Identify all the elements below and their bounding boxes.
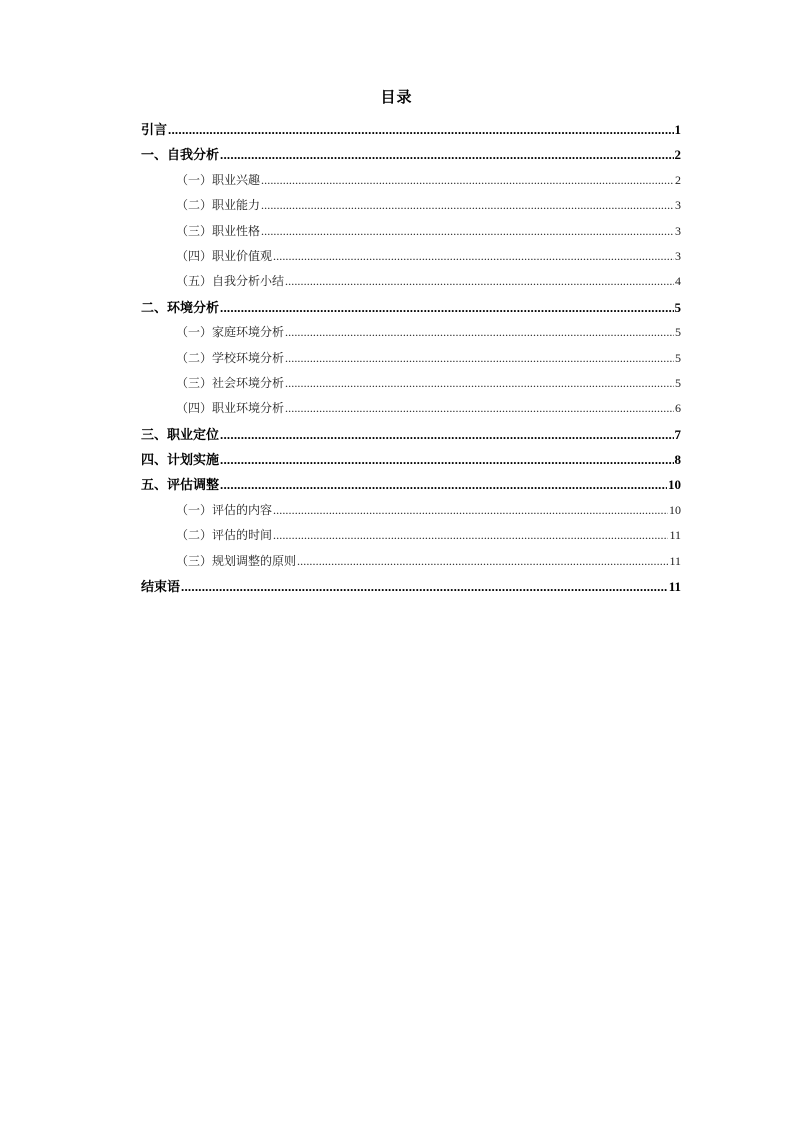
toc-dot-leader [285,346,674,371]
toc-entry-text: 五、评估调整 [141,477,220,493]
toc-page-number: 11 [669,528,681,543]
toc-entry-text: （一）家庭环境分析 [176,325,285,340]
toc-entry-plan-implementation[interactable] [141,447,681,472]
toc-page-number: 11 [668,579,681,595]
toc-entry-conclusion[interactable] [141,574,681,599]
toc-page-number: 6 [675,401,681,416]
toc-dot-leader [285,320,674,345]
toc-entry-text: 二、环境分析 [141,299,220,315]
toc-dot-leader [168,117,673,142]
toc-page-number: 5 [674,299,681,315]
toc-entry-text: （二）评估的时间 [176,528,273,543]
toc-entry-self-analysis-summary[interactable] [141,269,681,294]
toc-entry-social-environment[interactable] [141,371,681,396]
toc-entry-evaluation-adjustment[interactable] [141,472,681,497]
toc-entry-text: （二）学校环境分析 [176,350,285,365]
toc-page-number: 3 [675,223,681,238]
toc-dot-leader [261,168,674,193]
toc-dot-leader [285,269,674,294]
toc-dot-leader [261,219,674,244]
toc-entry-career-ability[interactable] [141,193,681,218]
toc-dot-leader [273,244,674,269]
toc-entry-text: （四）职业价值观 [176,248,273,263]
toc-dot-leader [273,523,668,548]
toc-page-number: 4 [675,274,681,289]
table-of-contents [141,117,681,599]
toc-entry-text: 四、计划实施 [141,452,220,468]
toc-dot-leader [220,447,673,472]
toc-entry-text: （五）自我分析小结 [176,274,285,289]
toc-page-number: 2 [675,172,681,187]
toc-page-number: 10 [669,502,681,517]
toc-entry-career-values[interactable] [141,244,681,269]
toc-entry-text: 三、职业定位 [141,426,220,442]
toc-entry-career-positioning[interactable] [141,422,681,447]
toc-page-number: 5 [675,350,681,365]
toc-dot-leader [220,472,667,497]
toc-page-number: 5 [675,325,681,340]
toc-entry-text: （一）评估的内容 [176,502,273,517]
toc-entry-text: 引言 [141,122,168,137]
toc-entry-text: （三）规划调整的原则 [176,553,297,568]
toc-dot-leader [181,574,668,599]
toc-dot-leader [297,549,668,574]
toc-page-number: 5 [675,375,681,390]
toc-page-number: 3 [675,198,681,213]
toc-entry-career-personality[interactable] [141,219,681,244]
toc-dot-leader [220,422,673,447]
toc-title: 目录 [380,90,413,106]
toc-entry-school-environment[interactable] [141,346,681,371]
toc-entry-text: （三）社会环境分析 [176,375,285,390]
toc-page-number: 8 [674,452,681,468]
toc-entry-family-environment[interactable] [141,320,681,345]
toc-entry-text: （二）职业能力 [176,198,261,213]
toc-page-number: 2 [674,147,681,163]
toc-entry-text: 一、自我分析 [141,147,220,163]
toc-entry-text: （三）职业性格 [176,223,261,238]
toc-entry-adjustment-principles[interactable] [141,549,681,574]
toc-entry-career-interest[interactable] [141,168,681,193]
toc-dot-leader [273,498,668,523]
toc-entry-text: （一）职业兴趣 [176,172,261,187]
toc-entry-text: （四）职业环境分析 [176,401,285,416]
toc-page-number: 11 [669,553,681,568]
toc-dot-leader [220,142,673,167]
toc-dot-leader [285,396,674,421]
toc-dot-leader [220,295,673,320]
toc-page-number: 1 [674,122,681,137]
toc-entry-introduction[interactable] [141,117,681,142]
toc-entry-text: 结束语 [141,579,181,595]
toc-entry-self-analysis[interactable] [141,142,681,167]
toc-entry-career-environment[interactable] [141,396,681,421]
toc-entry-environment-analysis[interactable] [141,295,681,320]
toc-entry-evaluation-time[interactable] [141,523,681,548]
toc-page-number: 3 [675,248,681,263]
toc-page-number: 7 [674,426,681,442]
toc-page-number: 10 [668,477,681,493]
toc-dot-leader [285,371,674,396]
toc-dot-leader [261,193,674,218]
toc-entry-evaluation-content[interactable] [141,498,681,523]
